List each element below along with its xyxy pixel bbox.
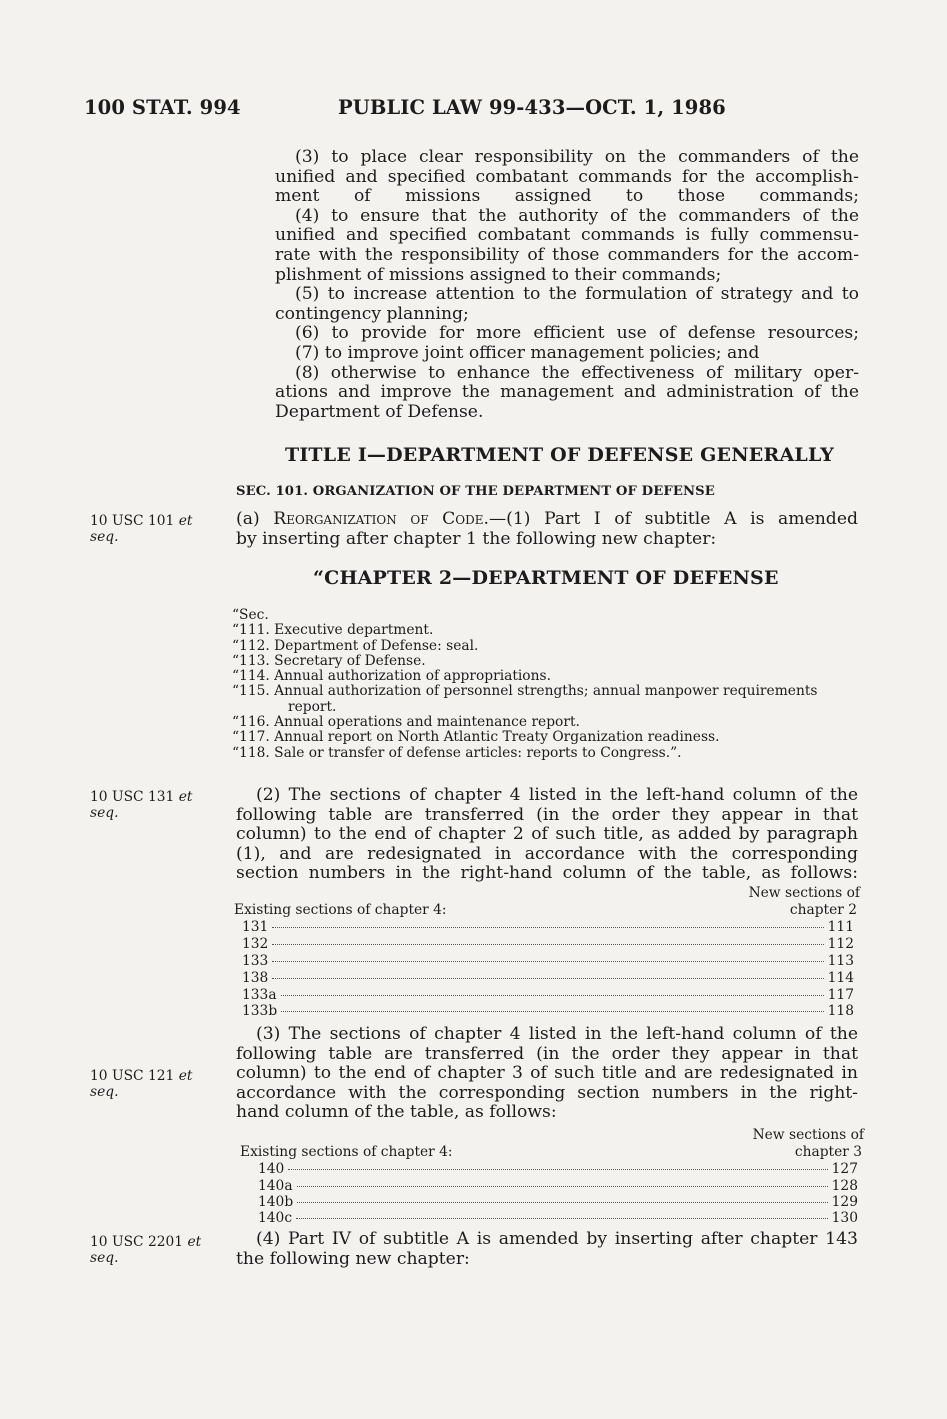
margin-note-usc-2201 xyxy=(90,1234,230,1266)
paragraph-line: following table are transferred (in the order they appear in that xyxy=(236,804,858,825)
paragraph-line: (1), and are redesignated in accordance with the corresponding xyxy=(236,843,858,864)
toc-sec-label: “Sec. xyxy=(232,607,269,623)
cell-new: 111 xyxy=(827,919,854,935)
leader-dots xyxy=(272,944,823,945)
purpose-line: (4) to ensure that the authority of the commanders of the xyxy=(295,205,859,226)
table-row xyxy=(234,988,860,1004)
purposes-list xyxy=(275,148,859,422)
cell-new: 127 xyxy=(831,1161,858,1177)
margin-suffix: et xyxy=(178,789,193,805)
margin-code: 10 USC 131 xyxy=(90,789,175,805)
section-heading: SEC. 101. ORGANIZATION OF THE DEPARTMENT OF DEFENSE xyxy=(236,484,715,499)
paragraph-a-line1 xyxy=(236,510,858,530)
chapter-heading: “CHAPTER 2—DEPARTMENT OF DEFENSE xyxy=(313,567,779,589)
transfer-table-chapter-2 xyxy=(234,886,860,1020)
table-header-existing: Existing sections of chapter 4: xyxy=(234,902,447,918)
margin-suffix: et xyxy=(178,513,193,529)
purpose-4 xyxy=(275,207,859,285)
paragraph-line: (2) The sections of chapter 4 listed in the left-hand column of the xyxy=(256,785,858,805)
paragraph-line: section numbers in the right-hand column of the table, as follows: xyxy=(236,863,858,884)
cell-existing: 131 xyxy=(242,919,269,935)
leader-dots xyxy=(272,927,823,928)
margin-code: 10 USC 2201 xyxy=(90,1234,184,1250)
cell-existing: 133a xyxy=(242,987,277,1003)
table-row xyxy=(234,920,860,936)
cell-existing: 133 xyxy=(242,953,269,969)
toc-entry: “115. Annual authorization of personnel strengths; annual manpower requirements xyxy=(232,683,818,700)
purpose-line: contingency planning; xyxy=(275,303,469,324)
cell-new: 118 xyxy=(827,1003,854,1019)
cell-existing: 140 xyxy=(258,1161,285,1177)
margin-seq: seq. xyxy=(90,529,119,545)
purpose-line: Department of Defense. xyxy=(275,401,484,422)
table-row xyxy=(234,971,860,987)
cell-new: 112 xyxy=(827,936,854,952)
page-reference: 100 STAT. 994 xyxy=(84,96,241,119)
margin-note-usc-121 xyxy=(90,1068,230,1100)
paragraph-3 xyxy=(236,1025,858,1123)
toc-entry: “112. Department of Defense: seal. xyxy=(232,637,479,654)
toc-entry-wrap: report. xyxy=(288,698,337,715)
purpose-6 xyxy=(275,324,859,344)
margin-seq: seq. xyxy=(90,1250,119,1266)
para-lead: (a) xyxy=(236,509,274,529)
paragraph-line: column) to the end of chapter 2 of such title, as added by paragraph xyxy=(236,824,858,845)
cell-new: 113 xyxy=(827,953,854,969)
leader-dots xyxy=(281,1011,823,1012)
margin-seq: seq. xyxy=(90,805,119,821)
cell-existing: 140a xyxy=(258,1178,293,1194)
toc-entry: “111. Executive department. xyxy=(232,622,434,639)
chapter-table-of-contents xyxy=(232,608,862,761)
leader-dots xyxy=(288,1169,827,1170)
purpose-line: (6) to provide for more efficient use of defense resources; xyxy=(295,323,859,344)
toc-entry: “116. Annual operations and maintenance report. xyxy=(232,714,580,731)
cell-existing: 140b xyxy=(258,1194,294,1210)
table-row xyxy=(240,1162,864,1178)
paragraph-line: accordance with the corresponding section numbers in the right- xyxy=(236,1082,858,1103)
table-header-chapter: chapter 2 xyxy=(789,902,857,918)
table-row xyxy=(234,954,860,970)
cell-new: 114 xyxy=(827,970,854,986)
leader-dots xyxy=(272,978,823,979)
margin-seq: seq. xyxy=(90,1084,119,1100)
purpose-line: unified and specified combatant commands for the accomplish- xyxy=(275,166,859,187)
cell-existing: 133b xyxy=(242,1003,278,1019)
para-rest: .—(1) Part I of subtitle A is amended xyxy=(483,509,858,529)
law-reference: PUBLIC LAW 99-433—OCT. 1, 1986 xyxy=(338,96,726,119)
paragraph-line: following table are transferred (in the order they appear in that xyxy=(236,1043,858,1064)
leader-dots xyxy=(296,1218,828,1219)
table-row xyxy=(240,1179,864,1195)
table-row xyxy=(240,1211,864,1227)
paragraph-line: (3) The sections of chapter 4 listed in the left-hand column of the xyxy=(256,1024,858,1044)
paragraph-a-line2: by inserting after chapter 1 the following new chapter: xyxy=(236,528,717,549)
purpose-line: (3) to place clear responsibility on the commanders of the xyxy=(295,147,859,167)
leader-dots xyxy=(297,1202,827,1203)
leader-dots xyxy=(297,1186,828,1187)
paragraph-line: (4) Part IV of subtitle A is amended by inserting after chapter 143 xyxy=(256,1229,858,1249)
purpose-line: plishment of missions assigned to their commands; xyxy=(275,264,722,285)
paragraph-a xyxy=(236,510,858,549)
leader-dots xyxy=(281,995,824,996)
cell-new: 129 xyxy=(831,1194,858,1210)
para-smallcaps: Reorganization of Code xyxy=(273,509,484,529)
margin-suffix: et xyxy=(178,1068,193,1084)
table-header-chapter: chapter 3 xyxy=(794,1144,862,1160)
purpose-3 xyxy=(275,148,859,207)
purpose-line: (7) to improve joint officer management policies; and xyxy=(295,342,760,363)
paragraph-line: hand column of the table, as follows: xyxy=(236,1102,557,1123)
purpose-5 xyxy=(275,285,859,324)
table-header-new: New sections of xyxy=(752,1127,864,1143)
toc-entry: “114. Annual authorization of appropriations. xyxy=(232,668,551,685)
margin-code: 10 USC 101 xyxy=(90,513,175,529)
table-row xyxy=(234,1004,860,1020)
paragraph-line: the following new chapter: xyxy=(236,1248,470,1269)
cell-existing: 132 xyxy=(242,936,269,952)
purpose-line: ations and improve the management and administration of the xyxy=(275,382,859,403)
purpose-line: rate with the responsibility of those commanders for the accom- xyxy=(275,244,859,265)
margin-note-usc-101 xyxy=(90,513,230,545)
table-row xyxy=(240,1195,864,1211)
toc-entry: “118. Sale or transfer of defense articles: reports to Congress.”. xyxy=(232,744,682,761)
transfer-table-chapter-3 xyxy=(240,1128,864,1226)
toc-entry: “117. Annual report on North Atlantic Treaty Organization readiness. xyxy=(232,729,720,746)
purpose-line: (8) otherwise to enhance the effectiveness of military oper- xyxy=(295,362,859,383)
purpose-line: unified and specified combatant commands is fully commensu- xyxy=(275,225,859,246)
cell-new: 117 xyxy=(827,987,854,1003)
title-heading: TITLE I—DEPARTMENT OF DEFENSE GENERALLY xyxy=(285,444,835,466)
cell-existing: 140c xyxy=(258,1210,293,1226)
margin-note-usc-131 xyxy=(90,789,230,821)
paragraph-4 xyxy=(236,1230,858,1269)
cell-existing: 138 xyxy=(242,970,269,986)
purpose-7 xyxy=(275,344,859,364)
cell-new: 130 xyxy=(831,1210,858,1226)
paragraph-2 xyxy=(236,786,858,884)
toc-entry: “113. Secretary of Defense. xyxy=(232,652,426,669)
cell-new: 128 xyxy=(831,1178,858,1194)
table-header-new: New sections of xyxy=(748,885,860,901)
margin-code: 10 USC 121 xyxy=(90,1068,175,1084)
paragraph-line: column) to the end of chapter 3 of such title and are redesignated in xyxy=(236,1063,858,1084)
table-header-existing: Existing sections of chapter 4: xyxy=(240,1144,453,1160)
leader-dots xyxy=(272,961,823,962)
table-row xyxy=(234,937,860,953)
purpose-8 xyxy=(275,364,859,423)
margin-suffix: et xyxy=(187,1234,202,1250)
purpose-line: ment of missions assigned to those commands; xyxy=(275,186,859,207)
purpose-line: (5) to increase attention to the formulation of strategy and to xyxy=(295,284,859,305)
